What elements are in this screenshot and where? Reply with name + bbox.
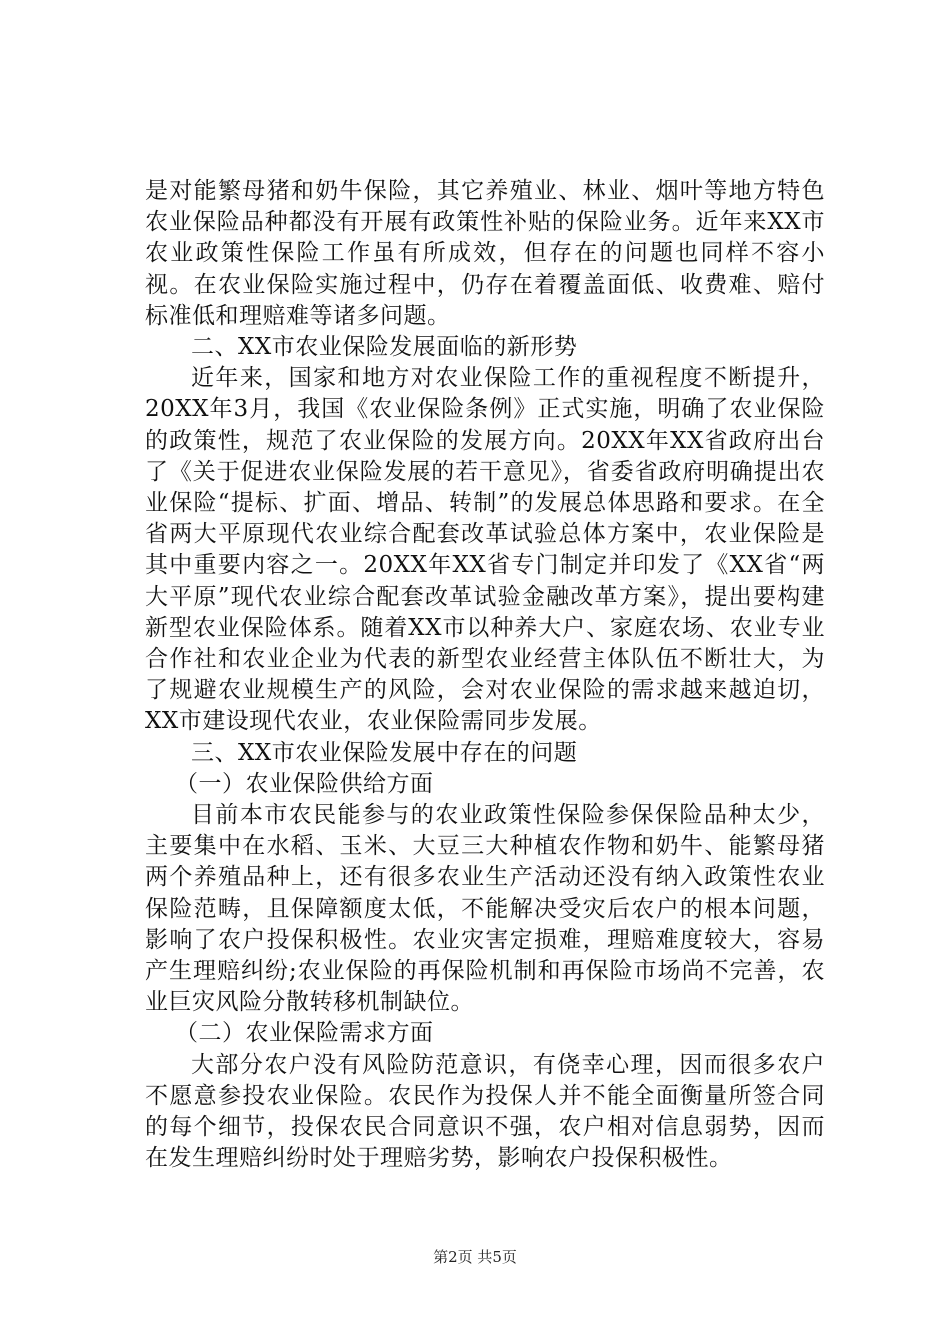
section-heading-3: 三、XX市农业保险发展中存在的问题 [191, 739, 578, 766]
paragraph-new-situation: 近年来，国家和地方对农业保险工作的重视程度不断提升，20XX年3月，我国《农业保险条例》正式实施，明确了农业保险的政策性，规范了农业保险的发展方向。20XX年XX省政府出台了《关于促进农业保险发展的若干意见》，省委省政府明确提出农业保险“提标、扩面、增品、转制”的发展总体思路和要求。在全省两大平原现代农业综合配套改革试验总体方案中，农业保险是其中重要内容之一。20XX年XX省专门制定并印发了《XX省“两大平原”现代农业综合配套改革试验金融改革方案》，提出要构建新型农业保险体系。随着XX市以种养大户、家庭农场、农业专业合作社和农业企业为代表的新型农业经营主体队伍不断壮大，为了规避农业规模生产的风险，会对农业保险的需求越来越迫切，XX市建设现代农业，农业保险需同步发展。 [145, 365, 825, 735]
paragraph-continuation: 是对能繁母猪和奶牛保险，其它养殖业、林业、烟叶等地方特色农业保险品种都没有开展有政策性补贴的保险业务。近年来XX市农业政策性保险工作虽有所成效，但存在的问题也同样不容小视。在农业保险实施过程中，仍存在着覆盖面低、收费难、赔付标准低和理赔难等诸多问题。 [145, 178, 825, 329]
paragraph-supply: 目前本市农民能参与的农业政策性保险参保保险品种太少，主要集中在水稻、玉米、大豆三大种植农作物和奶牛、能繁母猪两个养殖品种上，还有很多农业生产活动还没有纳入政策性农业保险范畴，且保障额度太低，不能解决受灾后农户的根本问题，影响了农户投保积极性。农业灾害定损难，理赔难度较大，容易产生理赔纠纷;农业保险的再保险机制和再保险市场尚不完善，农业巨灾风险分散转移机制缺位。 [145, 802, 825, 1016]
subsection-heading-supply: （一）农业保险供给方面 [175, 770, 434, 797]
document-body [145, 176, 825, 1175]
paragraph-demand: 大部分农户没有风险防范意识，有侥幸心理，因而很多农户不愿意参投农业保险。农民作为投保人并不能全面衡量所签合同的每个细节，投保农民合同意识不强，农户相对信息弱势，因而在发生理赔纠纷时处于理赔劣势，影响农户投保积极性。 [145, 1051, 825, 1172]
subsection-heading-demand: （二）农业保险需求方面 [175, 1020, 434, 1047]
section-heading-2: 二、XX市农业保险发展面临的新形势 [191, 334, 578, 361]
page-number-footer: 第2页 共5页 [433, 1248, 517, 1266]
